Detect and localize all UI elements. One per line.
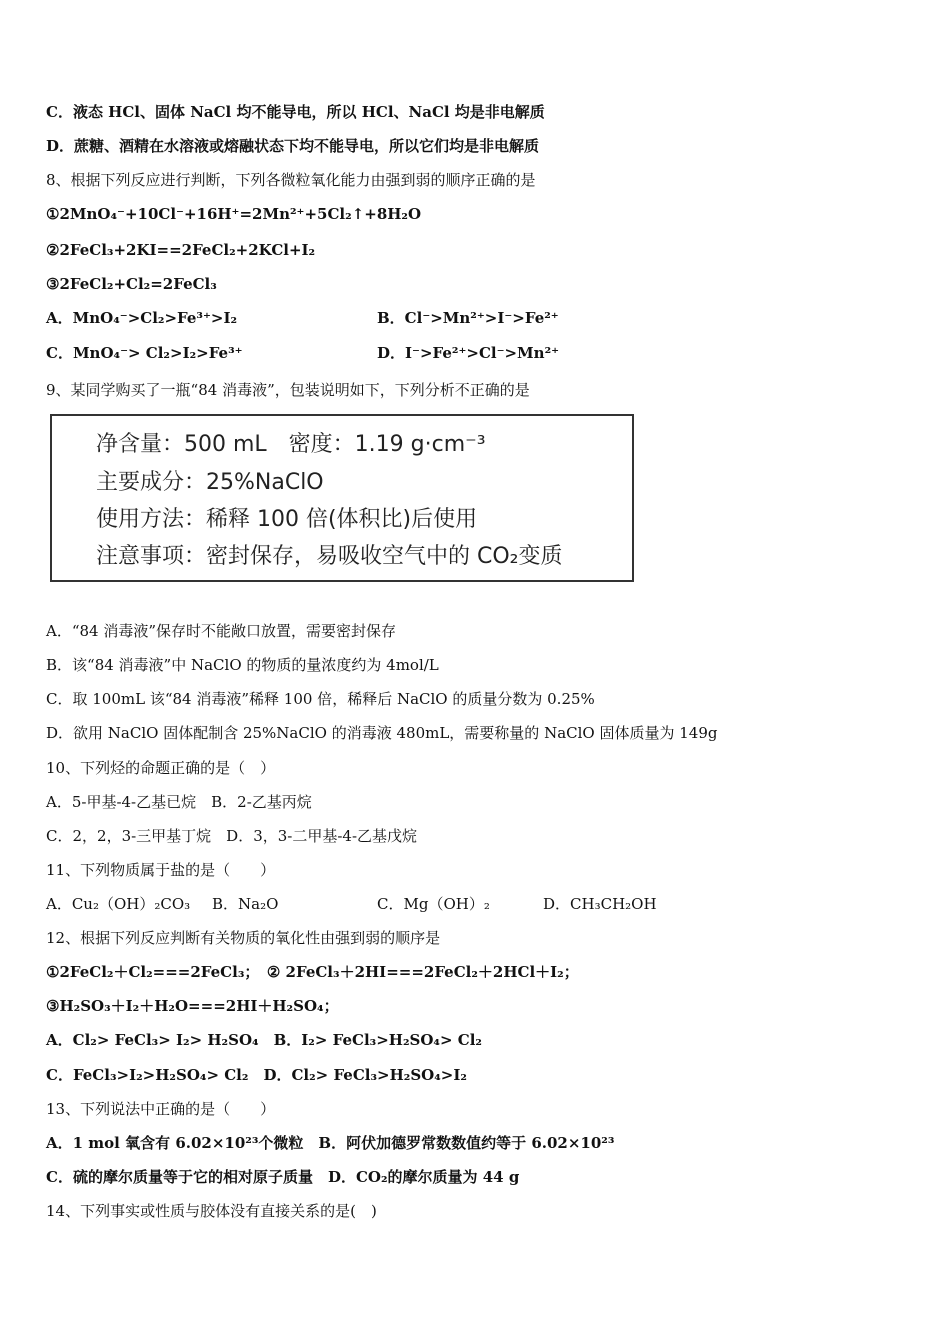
q10-options-row-1: A．5-甲基-4-乙基已烷 B．2-乙基丙烷: [46, 793, 312, 811]
q8-option-c: C．MnO₄⁻> Cl₂>I₂>Fe³⁺: [46, 344, 243, 362]
q8-option-b: B．Cl⁻>Mn²⁺>I⁻>Fe²⁺: [377, 309, 559, 327]
q13-options-row-1: A．1 mol 氧含有 6.02×10²³个微粒 B．阿伏加德罗常数数值约等于 6.02×10²³: [46, 1134, 615, 1152]
q9-option-a: A．“84 消毒液”保存时不能敞口放置，需要密封保存: [46, 622, 397, 640]
q8-option-a: A．MnO₄⁻>Cl₂>Fe³⁺>I₂: [46, 309, 238, 327]
q8-equation-1: ①2MnO₄⁻+10Cl⁻+16H⁺=2Mn²⁺+5Cl₂↑+8H₂O: [46, 205, 422, 223]
q8-option-d: D．I⁻>Fe²⁺>Cl⁻>Mn²⁺: [377, 344, 560, 362]
q9-stem: 9、某同学购买了一瓶“84 消毒液”，包装说明如下，下列分析不正确的是: [46, 381, 530, 399]
q10-stem: 10、下列烃的命题正确的是（ ）: [46, 759, 276, 777]
label-line-volume-density: 净含量：500 mL 密度：1.19 g·cm⁻³: [96, 432, 486, 457]
product-label-box: [50, 414, 634, 582]
q11-option-c: C．Mg（OH）₂: [377, 895, 490, 913]
q8-equation-2: ②2FeCl₃+2KI==2FeCl₂+2KCl+I₂: [46, 241, 316, 259]
q11-option-d: D．CH₃CH₂OH: [543, 895, 657, 913]
q9-option-b: B．该“84 消毒液”中 NaClO 的物质的量浓度约为 4mol/L: [46, 656, 439, 674]
q12-options-row-1: A．Cl₂> FeCl₃> I₂> H₂SO₄ B．I₂> FeCl₃>H₂SO₄> Cl₂: [46, 1031, 483, 1049]
q11-stem: 11、下列物质属于盐的是（ ）: [46, 861, 276, 879]
q13-stem: 13、下列说法中正确的是（ ）: [46, 1100, 276, 1118]
q9-option-d: D．欲用 NaClO 固体配制含 25%NaClO 的消毒液 480mL，需要称量的 NaClO 固体质量为 149g: [46, 724, 718, 742]
q11-option-b: B．Na₂O: [212, 895, 279, 913]
q12-options-row-2: C．FeCl₃>I₂>H₂SO₄> Cl₂ D．Cl₂> FeCl₃>H₂SO₄>I₂: [46, 1066, 467, 1084]
label-line-notes: 注意事项：密封保存，易吸收空气中的 CO₂变质: [96, 544, 563, 569]
q8-equation-3: ③2FeCl₂+Cl₂=2FeCl₃: [46, 275, 217, 293]
q8-stem: 8、根据下列反应进行判断，下列各微粒氧化能力由强到弱的顺序正确的是: [46, 171, 536, 189]
q12-equation-3: ③H₂SO₃＋I₂＋H₂O===2HI＋H₂SO₄；: [46, 997, 339, 1015]
q14-stem: 14、下列事实或性质与胶体没有直接关系的是( ): [46, 1202, 377, 1220]
q7-option-d: D．蔗糖、酒精在水溶液或熔融状态下均不能导电，所以它们均是非电解质: [46, 137, 540, 155]
q10-options-row-2: C．2，2，3-三甲基丁烷 D．3，3-二甲基-4-乙基戊烷: [46, 827, 418, 845]
q11-option-a: A．Cu₂（OH）₂CO₃: [46, 895, 191, 913]
q12-stem: 12、根据下列反应判断有关物质的氧化性由强到弱的顺序是: [46, 929, 441, 947]
q13-options-row-2: C．硫的摩尔质量等于它的相对原子质量 D．CO₂的摩尔质量为 44 g: [46, 1168, 520, 1186]
label-line-composition: 主要成分：25%NaClO: [96, 470, 324, 495]
q9-option-c: C．取 100mL 该“84 消毒液”稀释 100 倍，稀释后 NaClO 的质量分数为 0.25%: [46, 690, 595, 708]
label-line-usage: 使用方法：稀释 100 倍(体积比)后使用: [96, 507, 478, 532]
q7-option-c: C．液态 HCl、固体 NaCl 均不能导电，所以 HCl、NaCl 均是非电解质: [46, 103, 545, 121]
q12-equations-1-2: ①2FeCl₂＋Cl₂===2FeCl₃； ② 2FeCl₃＋2HI===2FeCl₂＋2HCl＋I₂；: [46, 963, 579, 981]
